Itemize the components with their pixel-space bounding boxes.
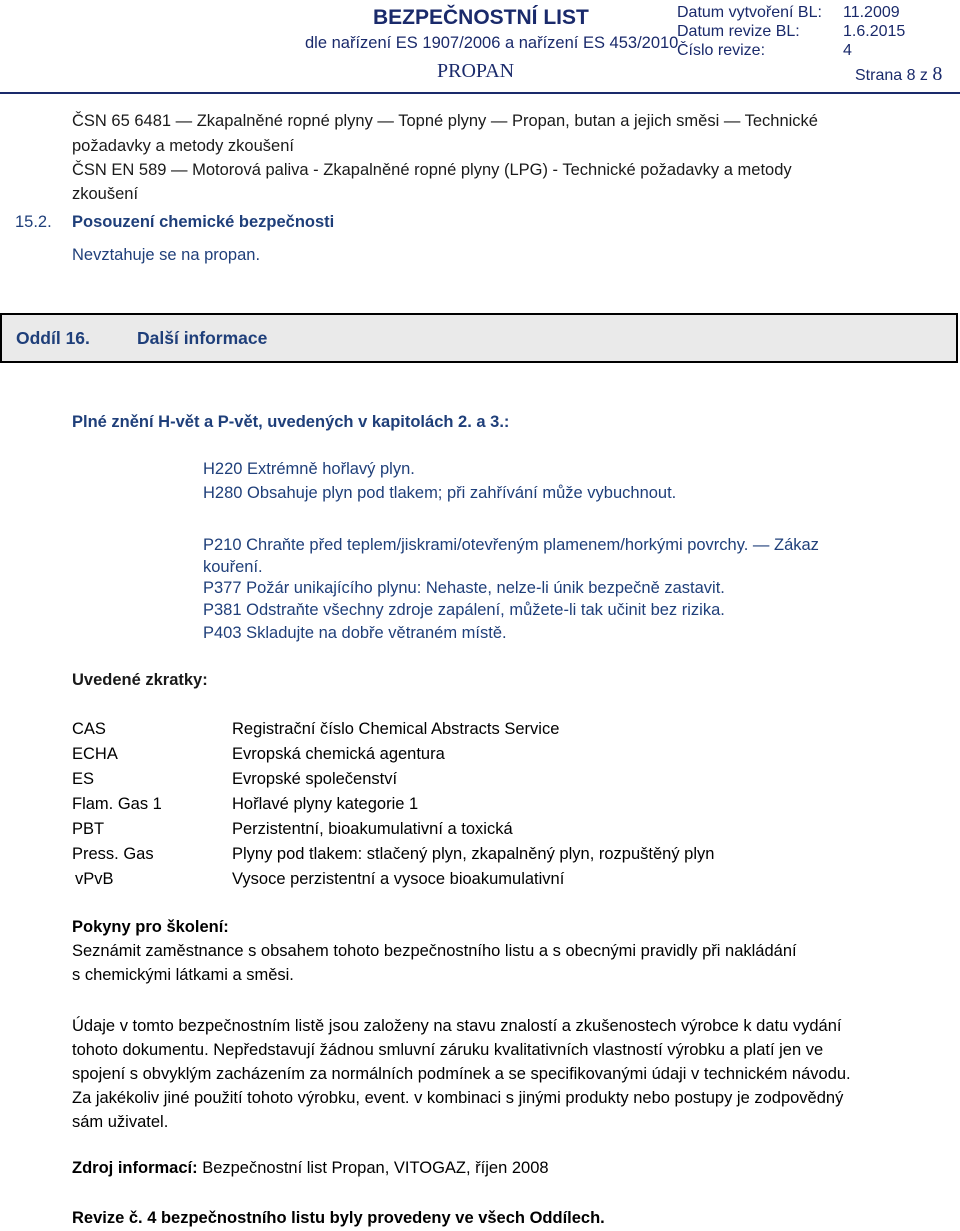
section-16-header bbox=[0, 313, 958, 363]
revision-number bbox=[677, 42, 852, 60]
abbr-value: Hořlavé plyny kategorie 1 bbox=[232, 795, 419, 813]
h-statement: H220 Extrémně hořlavý plyn. bbox=[203, 460, 415, 478]
h-p-heading: Plné znění H-vět a P-vět, uvedených v kapitolách 2. a 3.: bbox=[72, 413, 510, 431]
standard-line: požadavky a metody zkoušení bbox=[72, 137, 294, 155]
page-total: 8 bbox=[932, 63, 943, 85]
abbr-key: Press. Gas bbox=[72, 845, 154, 863]
product-name: PROPAN bbox=[437, 60, 515, 82]
abbr-value: Registrační číslo Chemical Abstracts Service bbox=[232, 720, 560, 738]
section-15-2-text: Nevztahuje se na propan. bbox=[72, 246, 261, 264]
standard-line: ČSN 65 6481 — Zkapalněné ropné plyny — Topné plyny — Propan, butan a jejich směsi — Technické bbox=[72, 112, 818, 130]
p-statement: P403 Skladujte na dobře větraném místě. bbox=[203, 624, 507, 642]
revision-date-label: Datum revize BL: bbox=[677, 23, 800, 40]
disclaimer-line: tohoto dokumentu. Nepředstavují žádnou smluvní záruku kvalitativních vlastností výrobku a platí jen ve bbox=[72, 1041, 824, 1059]
revision-number-value: 4 bbox=[843, 42, 852, 59]
section-15-2-title: Posouzení chemické bezpečnosti bbox=[72, 213, 335, 231]
created-date bbox=[677, 4, 900, 22]
abbr-value: Evropské společenství bbox=[232, 770, 398, 788]
abbr-key: ES bbox=[72, 770, 95, 788]
abbr-key: ECHA bbox=[72, 745, 118, 763]
revision-number-label: Číslo revize: bbox=[677, 42, 766, 59]
section-16-number: Oddíl 16. bbox=[16, 328, 90, 348]
revision-date bbox=[677, 23, 906, 41]
abbr-key: vPvB bbox=[75, 870, 114, 888]
source-value: Bezpečnostní list Propan, VITOGAZ, říjen 2008 bbox=[202, 1159, 549, 1177]
disclaimer-line: sám uživatel. bbox=[72, 1113, 169, 1131]
abbr-key: Flam. Gas 1 bbox=[72, 795, 162, 813]
abbr-key: CAS bbox=[72, 720, 106, 738]
disclaimer-line: Za jakékoliv jiné použití tohoto výrobku, event. v kombinaci s jinými produkty nebo postupy je zodpovědný bbox=[72, 1089, 844, 1107]
header-divider bbox=[0, 92, 960, 94]
source-info bbox=[72, 1159, 549, 1178]
p-statement: P377 Požár unikajícího plynu: Nehaste, nelze-li únik bezpečně zastavit. bbox=[203, 579, 725, 597]
created-date-label: Datum vytvoření BL: bbox=[677, 4, 822, 21]
h-statement: H280 Obsahuje plyn pod tlakem; při zahřívání může vybuchnout. bbox=[203, 484, 677, 502]
p-statement: P381 Odstraňte všechny zdroje zapálení, můžete-li tak učinit bez rizika. bbox=[203, 601, 725, 619]
abbr-value: Vysoce perzistentní a vysoce bioakumulativní bbox=[232, 870, 565, 888]
abbr-key: PBT bbox=[72, 820, 105, 838]
source-label: Zdroj informací: bbox=[72, 1159, 198, 1177]
standard-line: ČSN EN 589 — Motorová paliva - Zkapalněné ropné plyny (LPG) - Technické požadavky a metody bbox=[72, 161, 792, 179]
disclaimer-line: spojení s obvyklým zacházením za normálních podmínek a se specifikovanými údaji v technickém návodu. bbox=[72, 1065, 851, 1083]
revision-note: Revize č. 4 bezpečnostního listu byly provedeny ve všech Oddílech. bbox=[72, 1209, 605, 1227]
training-line: Seznámit zaměstnance s obsahem tohoto bezpečnostního listu a s obecnými pravidly při nakládání bbox=[72, 942, 797, 960]
disclaimer-line: Údaje v tomto bezpečnostním listě jsou založeny na stavu znalostí a zkušenostech výrobce k datu vydání bbox=[72, 1017, 842, 1035]
abbr-value: Evropská chemická agentura bbox=[232, 745, 445, 763]
page-label: Strana 8 z bbox=[855, 67, 928, 84]
created-date-value: 11.2009 bbox=[843, 4, 900, 21]
document-title: BEZPEČNOSTNÍ LIST bbox=[373, 6, 589, 29]
section-15-2-number: 15.2. bbox=[15, 213, 52, 231]
revision-date-value: 1.6.2015 bbox=[843, 23, 906, 40]
p-statement: kouření. bbox=[203, 558, 263, 576]
abbr-value: Plyny pod tlakem: stlačený plyn, zkapalněný plyn, rozpuštěný plyn bbox=[232, 845, 715, 863]
section-16-title: Další informace bbox=[137, 328, 268, 348]
standard-line: zkoušení bbox=[72, 185, 139, 203]
document-subtitle: dle nařízení ES 1907/2006 a nařízení ES 453/2010 bbox=[305, 34, 679, 52]
page-indicator bbox=[855, 63, 942, 86]
training-line: s chemickými látkami a směsi. bbox=[72, 966, 294, 984]
abbr-value: Perzistentní, bioakumulativní a toxická bbox=[232, 820, 513, 838]
abbr-heading: Uvedené zkratky: bbox=[72, 671, 208, 689]
p-statement: P210 Chraňte před teplem/jiskrami/otevřeným plamenem/horkými povrchy. — Zákaz bbox=[203, 536, 819, 554]
training-heading: Pokyny pro školení: bbox=[72, 918, 229, 936]
